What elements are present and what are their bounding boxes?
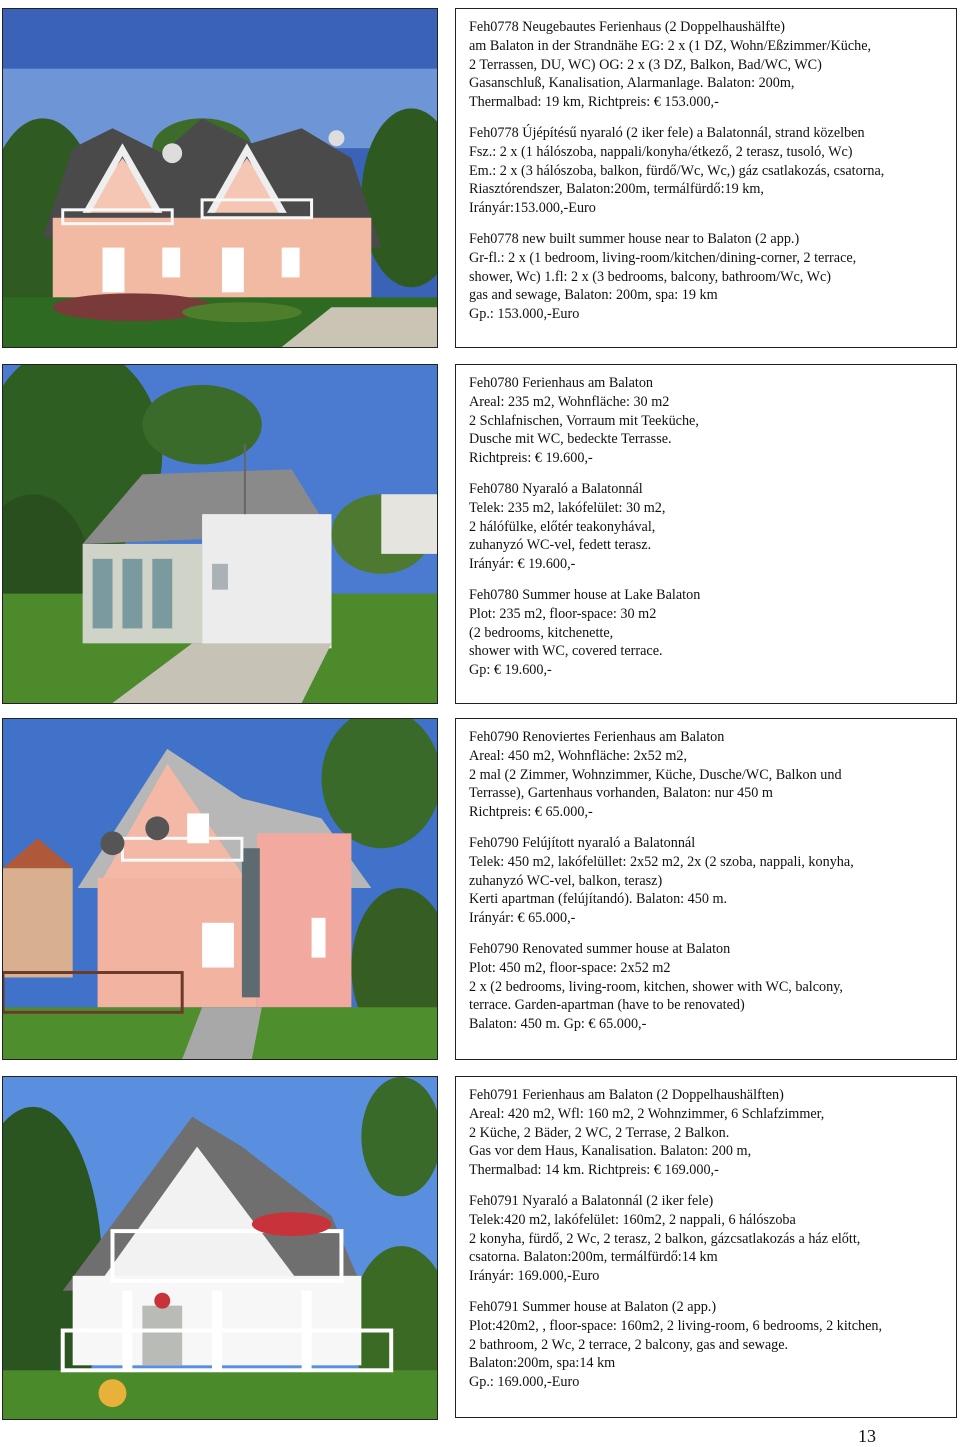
text-line: Feh0780 Nyaraló a Balatonnál xyxy=(469,480,643,497)
text-line: Feh0780 Ferienhaus am Balaton xyxy=(469,375,654,391)
text-line: Telek: 235 m2, lakófelület: 30 m2, xyxy=(469,499,666,516)
listing-box-feh0780 xyxy=(455,364,957,704)
text-line: shower with WC, covered terrace. xyxy=(469,643,663,660)
house-photo-feh0780 xyxy=(2,364,438,704)
text-line: Areal: 450 m2, Wohnfläche: 2x52 m2, xyxy=(469,747,688,764)
text-line: Gp.: 169.000,-Euro xyxy=(469,1374,580,1391)
text-line: Feh0778 Újépítésű nyaraló (2 iker fele) a Balatonnál, strand közelben xyxy=(469,124,865,141)
house-photo-feh0778 xyxy=(2,8,438,348)
text-line: Feh0778 new built summer house near to Balaton (2 app.) xyxy=(469,230,800,247)
text-line: terrace. Garden-apartman (have to be renovated) xyxy=(469,997,745,1014)
text-line: Dusche mit WC, bedeckte Terrasse. xyxy=(469,431,672,448)
text-line: Gas vor dem Haus, Kanalisation. Balaton: 200 m, xyxy=(469,1143,752,1160)
text-line: Feh0790 Felújított nyaraló a Balatonnál xyxy=(469,834,696,851)
text-line: Irányár: € 19.600,- xyxy=(469,556,576,573)
text-line: Terrasse), Gartenhaus vorhanden, Balaton: nur 450 m xyxy=(469,785,773,802)
text-line: Plot:420m2, , floor-space: 160m2, 2 living-room, 6 bedrooms, 2 kitchen, xyxy=(469,1317,883,1334)
text-line: Feh0791 Summer house at Balaton (2 app.) xyxy=(469,1298,717,1315)
text-line: Plot: 235 m2, floor-space: 30 m2 xyxy=(469,605,657,622)
text-line: Feh0791 Nyaraló a Balatonnál (2 iker fele) xyxy=(469,1192,714,1209)
text-line: Em.: 2 x (3 hálószoba, balkon, fürdő/Wc, Wc,) gáz csatlakozás, csatorna, xyxy=(469,162,885,179)
text-line: 2 Schlafnischen, Vorraum mit Teeküche, xyxy=(469,412,699,429)
listing-paragraph-german xyxy=(469,18,944,112)
text-line: zuhanyzó WC-vel, balkon, terasz) xyxy=(469,872,663,889)
text-line: zuhanyzó WC-vel, fedett terasz. xyxy=(469,537,652,554)
listing-paragraph-hungarian xyxy=(469,124,944,218)
text-line: Gp: € 19.600,- xyxy=(469,662,552,679)
text-line: Telek:420 m2, lakófelület: 160m2, 2 nappali, 6 hálószoba xyxy=(469,1211,796,1228)
text-line: Feh0780 Summer house at Lake Balaton xyxy=(469,586,701,603)
text-line: (2 bedrooms, kitchenette, xyxy=(469,624,614,641)
text-line: Telek: 450 m2, lakófelüllet: 2x52 m2, 2x (2 szoba, nappali, konyha, xyxy=(469,853,854,870)
text-line: Richtpreis: € 19.600,- xyxy=(469,450,593,467)
listing-paragraph-english xyxy=(469,1298,944,1392)
text-line: Riasztórendszer, Balaton:200m, termálfürdő:19 km, xyxy=(469,181,764,198)
listing-box-feh0790 xyxy=(455,718,957,1060)
text-line: Thermalbad: 14 km. Richtpreis: € 169.000,- xyxy=(469,1162,719,1179)
text-line: 2 Küche, 2 Bäder, 2 WC, 2 Terrase, 2 Balkon. xyxy=(469,1124,730,1141)
house-photo-feh0791 xyxy=(2,1076,438,1420)
text-line: 2 mal (2 Zimmer, Wohnzimmer, Küche, Dusche/WC, Balkon und xyxy=(469,766,842,783)
text-line: csatorna. Balaton:200m, termálfürdő:14 km xyxy=(469,1249,718,1266)
text-line: Irányár: 169.000,-Euro xyxy=(469,1268,600,1285)
text-line: Balaton:200m, spa:14 km xyxy=(469,1355,616,1372)
text-line: Fsz.: 2 x (1 hálószoba, nappali/konyha/étkező, 2 terasz, tusoló, Wc) xyxy=(469,143,853,160)
text-line: Areal: 235 m2, Wohnfläche: 30 m2 xyxy=(469,393,670,410)
text-line: Areal: 420 m2, Wfl: 160 m2, 2 Wohnzimmer, 6 Schlafzimmer, xyxy=(469,1105,825,1122)
text-line: 2 Terrassen, DU, WC) OG: 2 x (3 DZ, Balkon, Bad/WC, WC) xyxy=(469,56,822,73)
text-line: 2 hálófülke, előtér teakonyhával, xyxy=(469,518,656,535)
text-line: Irányár:153.000,-Euro xyxy=(469,200,596,217)
listing-box-feh0778 xyxy=(455,8,957,348)
text-line: gas and sewage, Balaton: 200m, spa: 19 km xyxy=(469,287,718,304)
text-line: Thermalbad: 19 km, Richtpreis: € 153.000,- xyxy=(469,94,719,111)
text-line: Gp.: 153.000,-Euro xyxy=(469,306,580,323)
listing-paragraph-hungarian xyxy=(469,1192,944,1286)
listing-box-feh0791 xyxy=(455,1076,957,1418)
text-line: Plot: 450 m2, floor-space: 2x52 m2 xyxy=(469,959,671,976)
listing-paragraph-german xyxy=(469,1086,944,1180)
house-photo-feh0790 xyxy=(2,718,438,1060)
text-line: am Balaton in der Strandnähe EG: 2 x (1 DZ, Wohn/Eßzimmer/Küche, xyxy=(469,37,872,54)
text-line: Gr-fl.: 2 x (1 bedroom, living-room/kitchen/dining-corner, 2 terrace, xyxy=(469,249,857,266)
listing-paragraph-german xyxy=(469,728,944,822)
text-line: Feh0778 Neugebautes Ferienhaus (2 Doppelhaushälfte) xyxy=(469,19,785,35)
listing-paragraph-english xyxy=(469,230,944,324)
text-line: Irányár: € 65.000,- xyxy=(469,910,576,927)
text-line: Feh0790 Renoviertes Ferienhaus am Balaton xyxy=(469,729,725,745)
text-line: 2 konyha, fürdő, 2 Wc, 2 terasz, 2 balkon, gázcsatlakozás a ház előtt, xyxy=(469,1230,861,1247)
text-line: Gasanschluß, Kanalisation, Alarmanlage. Balaton: 200m, xyxy=(469,75,795,92)
text-line: 2 x (2 bedrooms, living-room, kitchen, shower with WC, balcony, xyxy=(469,978,843,995)
listing-paragraph-english xyxy=(469,940,944,1034)
text-line: Richtpreis: € 65.000,- xyxy=(469,804,593,821)
text-line: Feh0790 Renovated summer house at Balaton xyxy=(469,940,731,957)
text-line: 2 bathroom, 2 Wc, 2 terrace, 2 balcony, gas and sewage. xyxy=(469,1336,789,1353)
text-line: Balaton: 450 m. Gp: € 65.000,- xyxy=(469,1016,647,1033)
text-line: shower, Wc) 1.fl: 2 x (3 bedrooms, balcony, bathroom/Wc, Wc) xyxy=(469,268,832,285)
listing-paragraph-hungarian xyxy=(469,834,944,928)
listing-paragraph-german xyxy=(469,374,944,468)
text-line: Feh0791 Ferienhaus am Balaton (2 Doppelhaushälften) xyxy=(469,1087,784,1103)
text-line: Kerti apartman (felújítandó). Balaton: 450 m. xyxy=(469,891,728,908)
listing-paragraph-english xyxy=(469,586,944,680)
page-number: 13 xyxy=(858,1426,876,1446)
listing-paragraph-hungarian xyxy=(469,480,944,574)
